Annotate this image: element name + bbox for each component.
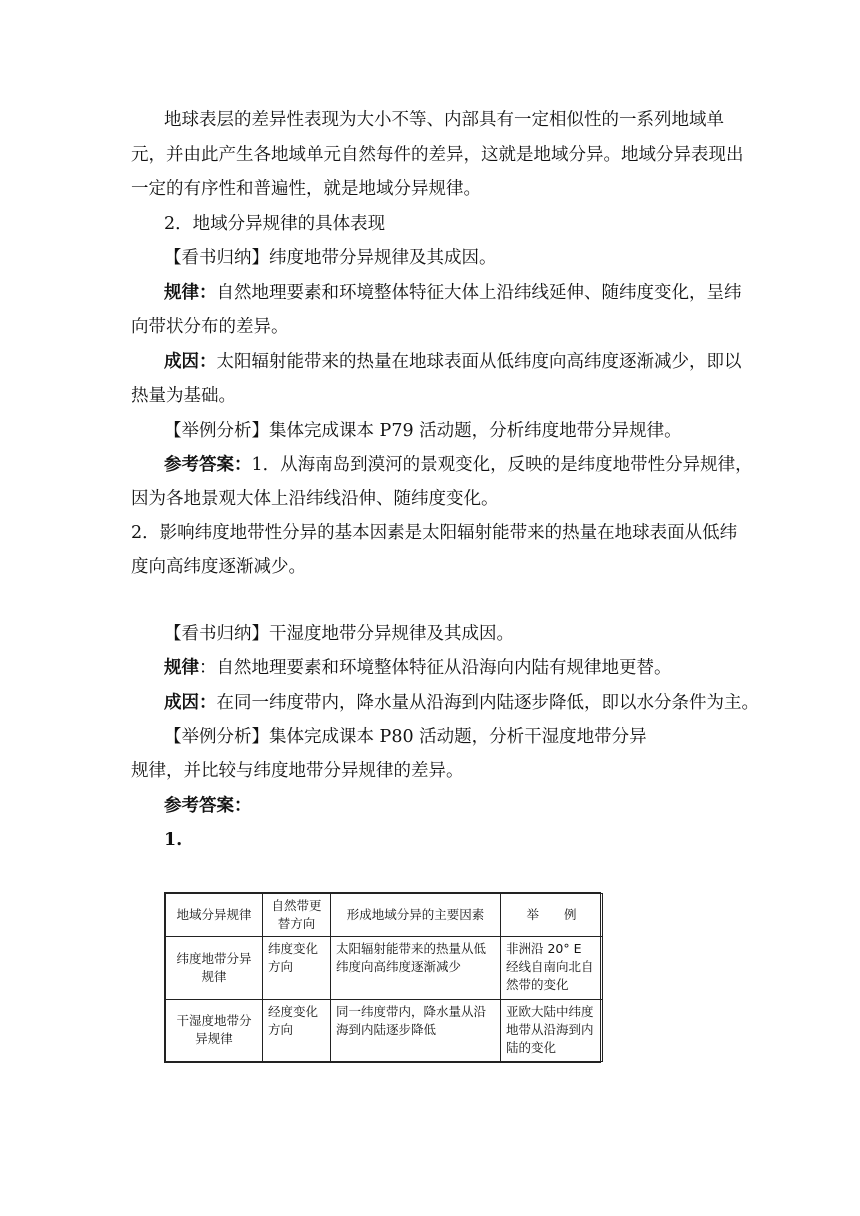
paragraph-line: 【举例分析】集体完成课本 P80 活动题，分析干湿度地带分异 <box>164 727 647 747</box>
paragraph-line: 度向高纬度逐渐减少。 <box>131 557 306 577</box>
table-header-cell: 地域分异规律 <box>166 894 263 937</box>
paragraph-line: 规律，并比较与纬度地带分异规律的差异。 <box>131 761 464 781</box>
table-cell: 太阳辐射能带来的热量从低纬度向高纬度逐渐减少 <box>331 937 501 1000</box>
paragraph-line: 一定的有序性和普遍性，就是地域分异规律。 <box>131 179 481 199</box>
bold-label: 规律： <box>164 283 217 303</box>
paragraph-text: 太阳辐射能带来的热量在地球表面从低纬度向高纬度逐渐减少，即以 <box>216 352 742 372</box>
paragraph-line <box>164 281 742 305</box>
answer-label: 参考答案： <box>164 796 252 816</box>
answer-number: 1. <box>164 830 183 850</box>
table-cell: 干湿度地带分异规律 <box>166 999 263 1062</box>
section-heading: 2．地域分异规律的具体表现 <box>164 214 386 234</box>
paragraph-line <box>164 350 742 374</box>
table-cell: 亚欧大陆中纬度地带从沿海到内陆的变化 <box>501 999 603 1062</box>
paragraph-line: 【看书归纳】干湿度地带分异规律及其成因。 <box>164 624 514 644</box>
table-cell: 纬度地带分异规律 <box>166 937 263 1000</box>
comparison-table <box>164 892 601 1063</box>
table-row <box>166 999 603 1062</box>
paragraph-line: 元，并由此产生各地域单元自然每件的差异，这就是地域分异。地域分异表现出 <box>131 145 744 165</box>
paragraph-line <box>164 453 753 477</box>
table-header-cell: 形成地域分异的主要因素 <box>331 894 501 937</box>
table-cell: 非洲沿 20° E 经线自南向北自然带的变化 <box>501 937 603 1000</box>
paragraph-line: 【举例分析】集体完成课本 P79 活动题，分析纬度地带分异规律。 <box>164 421 682 441</box>
paragraph-line: 2．影响纬度地带性分异的基本因素是太阳辐射能带来的热量在地球表面从低纬 <box>131 523 738 543</box>
table-header-cell: 自然带更替方向 <box>263 894 331 937</box>
bold-label: 规律 <box>164 658 199 678</box>
paragraph-line: 因为各地景观大体上沿纬线沿伸、随纬度变化。 <box>131 489 499 509</box>
paragraph-line: 热量为基础。 <box>131 386 236 406</box>
table-cell: 同一纬度带内，降水量从沿海到内陆逐步降低 <box>331 999 501 1062</box>
paragraph-line <box>164 691 759 715</box>
paragraph-line: 向带状分布的差异。 <box>131 317 289 337</box>
paragraph-text: 1．从海南岛到漠河的景观变化，反映的是纬度地带性分异规律， <box>251 455 753 475</box>
paragraph-text: 在同一纬度带内，降水量从沿海到内陆逐步降低，即以水分条件为主。 <box>216 693 759 713</box>
bold-label: 参考答案： <box>164 455 252 475</box>
table-header-row <box>166 894 603 937</box>
bold-label: 成因： <box>164 693 217 713</box>
table-cell: 纬度变化方向 <box>263 937 331 1000</box>
paragraph-text: 自然地理要素和环境整体特征大体上沿纬线延伸、随纬度变化，呈纬 <box>216 283 742 303</box>
table-cell: 经度变化方向 <box>263 999 331 1062</box>
bold-label: 成因： <box>164 352 217 372</box>
table-header-cell: 举 例 <box>501 894 603 937</box>
table-row <box>166 937 603 1000</box>
paragraph-text: ：自然地理要素和环境整体特征从沿海向内陆有规律地更替。 <box>199 658 672 678</box>
paragraph-line: 地球表层的差异性表现为大小不等、内部具有一定相似性的一系列地域单 <box>164 110 724 130</box>
paragraph-line <box>164 656 672 680</box>
paragraph-line: 【看书归纳】纬度地带分异规律及其成因。 <box>164 248 497 268</box>
